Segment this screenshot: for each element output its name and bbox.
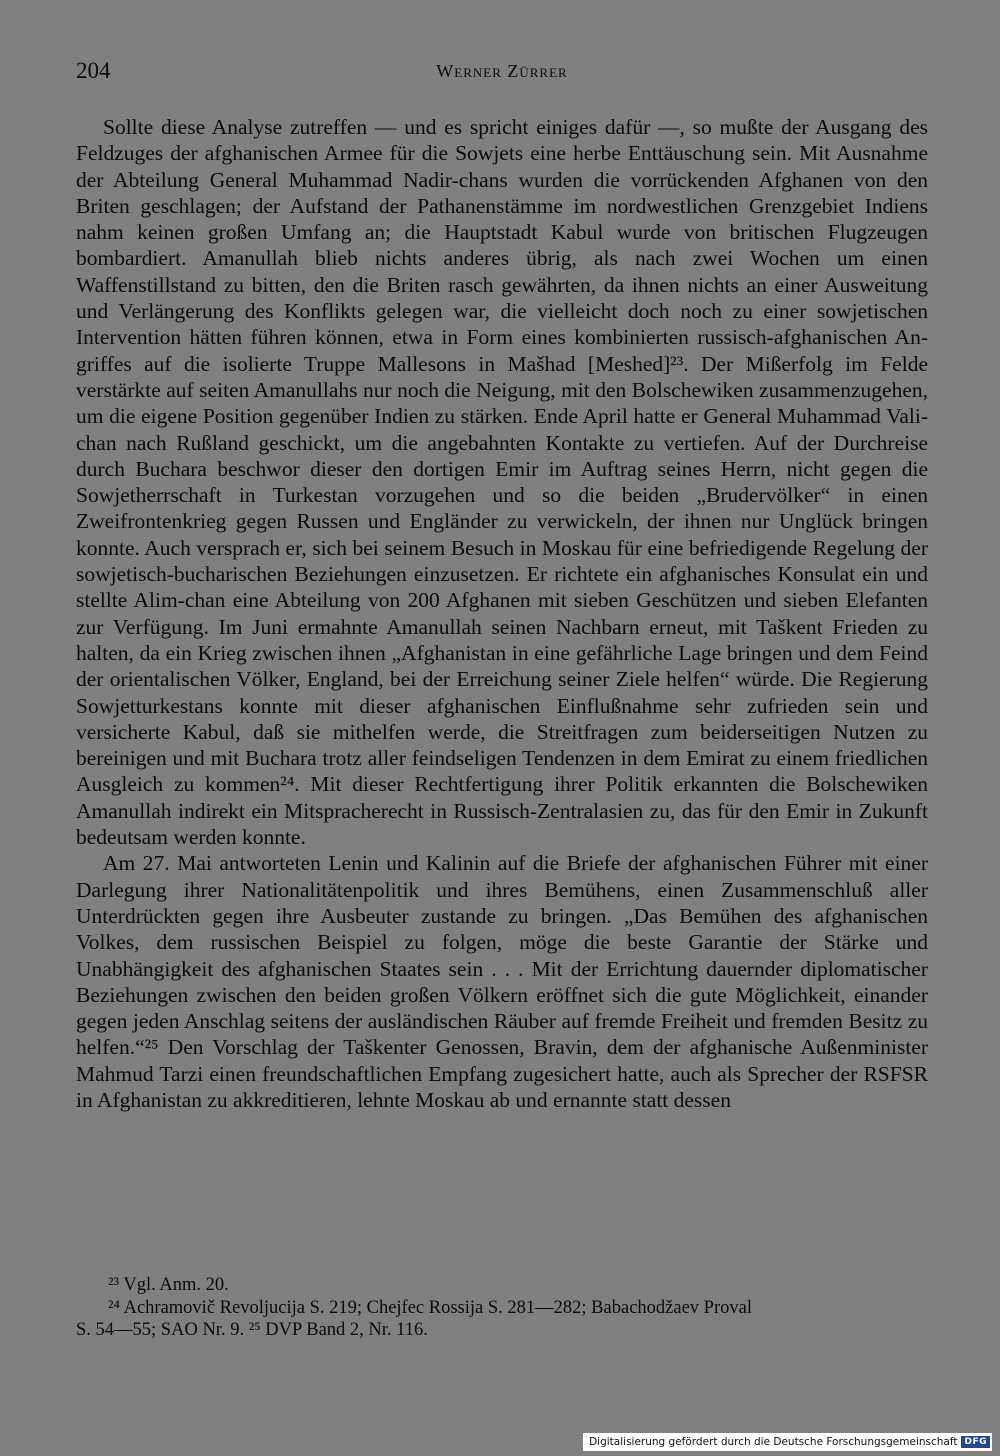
paragraph-1: Sollte diese Analyse zutreffen — und es spricht einiges dafür —, so mußte der Ausgang des Feldzuges der afghanischen Armee für die Sowjets eine herbe Enttäuschung sein. Mit Ausnahme der Abteilung General Muhammad Nadir-chans wurden die vorrückenden Afghanen von den Briten geschlagen; der Aufstand der Pathanenstämme im nordwestlichen Grenzgebiet Indiens nahm keinen großen Umfang an; die Hauptstadt Kabul wurde von britischen Flugzeugen bombardiert. Amanullah blieb nichts anderes übrig, als nach zwei Wochen um einen Waffenstillstand zu bitten, den die Briten rasch gewährten, da ihnen nichts an einer Ausweitung und Verlängerung des Konflikts gelegen war, die vielleicht doch noch zu einer sowjetischen Intervention hätten führen können, etwa in Form eines kombinierten russisch-afghanischen Angriffes auf die isolierte Truppe Mallesons in Mašhad [Meshed]²³. Der Mißerfolg im Felde verstärkte auf seiten Amanullahs nur noch die Neigung, mit den Bolschewiken zusammenzugehen, um die eigene Position gegenüber Indien zu stärken. Ende April hatte er General Muhammad Vali-chan nach Rußland geschickt, um die angebahnten Kontakte zu vertiefen. Auf der Durchreise durch Buchara beschwor dieser den dortigen Emir im Auftrag seines Herrn, nicht gegen die Sowjetherrschaft in Turkestan vorzugehen und so die beiden „Brudervölker“ in einen Zweifrontenkrieg gegen Russen und Engländer zu verwickeln, der ihnen nur Unglück bringen konnte. Auch versprach er, sich bei seinem Besuch in Moskau für eine befriedigende Regelung der sowjetisch-bucharischen Beziehungen einzusetzen. Er richtete ein afghanisches Konsulat ein und stellte Alim-chan eine Abteilung von 200 Afghanen mit sieben Geschützen und sieben Elefanten zur Verfügung. Im Juni ermahnte Amanullah seinen Nachbarn erneut, mit Taškent Frieden zu halten, da ein Krieg zwischen ihnen „Afghanistan in eine gefährliche Lage bringen und dem Feind der orientalischen Völker, England, bei der Erreichung seiner Ziele helfen“ würde. Die Regierung Sowjetturkestans konnte mit dieser afghanischen Einflußnahme sehr zufrieden sein und versicherte Kabul, daß sie mithelfen werde, die Streitfragen zum beiderseitigen Nutzen zu bereinigen und mit Buchara trotz aller feindseligen Tendenzen in dem Emirat zu einem friedlichen Ausgleich zu kommen²⁴. Mit dieser Rechtfertigung ihrer Politik erkannten die Bolschewiken Amanullah indirekt ein Mitspracherecht in Russisch-Zentralasien zu, das für den Emir in Zukunft bedeutsam werden konnte. bbox=[76, 115, 928, 850]
footnote-24-25-continuation: S. 54—55; SAO Nr. 9. ²⁵ DVP Band 2, Nr. 116. bbox=[76, 1320, 428, 1340]
digitization-credit-text: Digitalisierung gefördert durch die Deutsche Forschungsgemeinschaft bbox=[589, 1436, 958, 1448]
body-text bbox=[76, 114, 928, 1113]
footnote-24: ²⁴ Achramovič Revoljucija S. 219; Chejfec Rossija S. 281—282; Babachodžaev Proval bbox=[108, 1297, 752, 1318]
paragraph-2: Am 27. Mai antworteten Lenin und Kalinin auf die Briefe der afghanischen Führer mit einer Darlegung ihrer Nationalitätenpolitik und ihres Bemühens, einen Zusammenschluß aller Unterdrückten gegen ihre Ausbeuter zustande zu bringen. „Das Bemühen des afghanischen Volkes, dem russischen Beispiel zu folgen, möge die beste Garantie der Stärke und Unabhängigkeit des afghanischen Staates sein . . . Mit der Errichtung dauernder diplomatischer Beziehungen zwischen den beiden großen Völkern eröffnet sich die gute Möglichkeit, einander gegen jeden Anschlag seitens der ausländischen Räuber auf fremde Freiheit und fremden Besitz zu helfen.“²⁵ Den Vorschlag der Taškenter Genossen, Bravin, dem der afghanische Außenminister Mahmud Tarzi einen freundschaftlichen Empfang zugesichert hatte, auch als Sprecher der RSFSR in Afghanistan zu akkreditieren, lehnte Moskau ab und ernannte statt dessen bbox=[76, 851, 928, 1112]
running-head-author: Werner Zürrer bbox=[436, 61, 568, 81]
digitization-credit-bar bbox=[583, 1433, 992, 1451]
footnote-23: ²³ Vgl. Anm. 20. bbox=[108, 1275, 229, 1295]
footnotes bbox=[76, 1274, 928, 1342]
page-number: 204 bbox=[76, 58, 111, 83]
dfg-logo-icon: DFG bbox=[961, 1436, 990, 1448]
page-header bbox=[76, 58, 928, 88]
